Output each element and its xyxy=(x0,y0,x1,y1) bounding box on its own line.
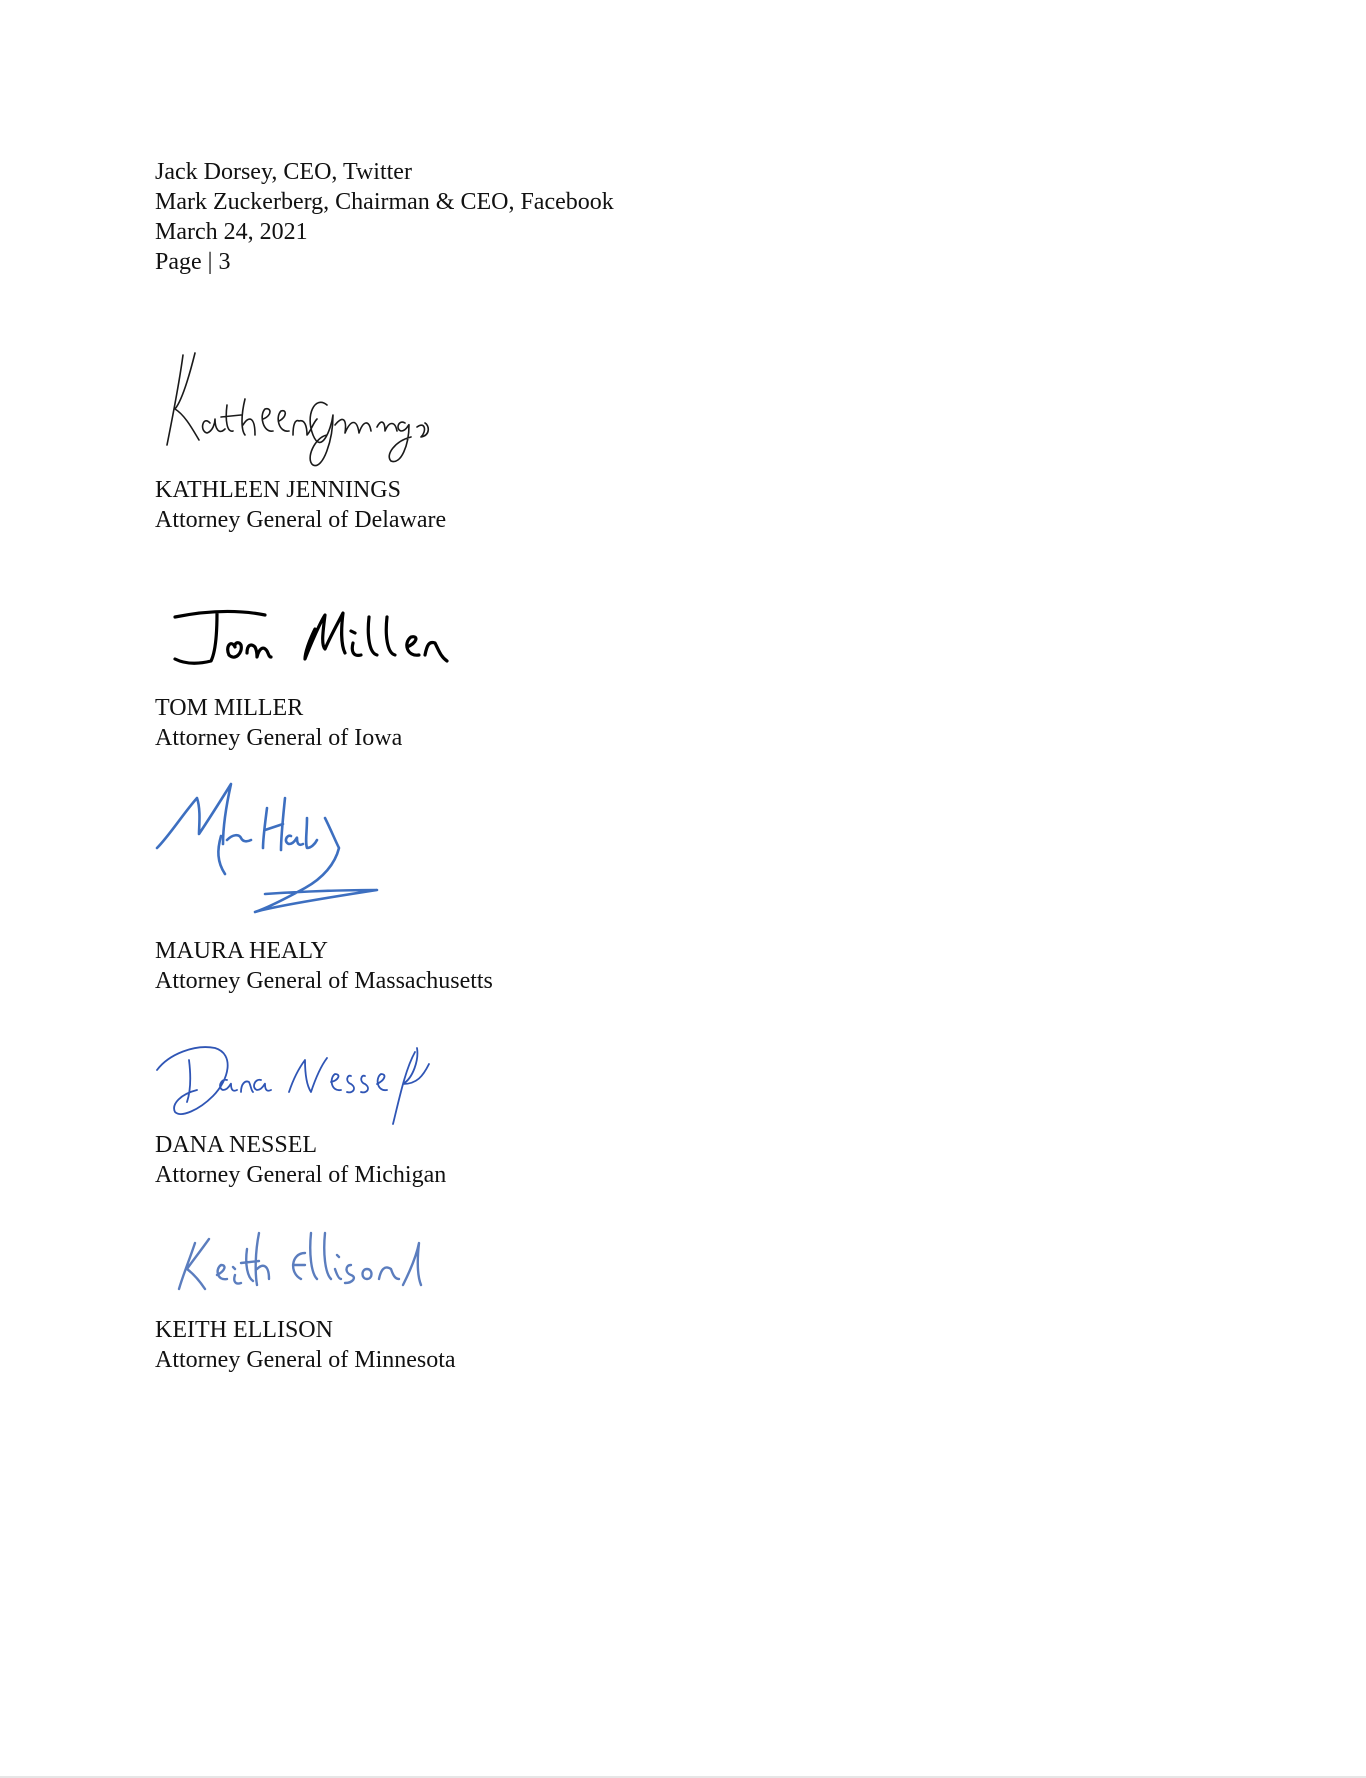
signatory-jennings xyxy=(155,345,855,535)
signatory-name: TOM MILLER xyxy=(155,695,304,721)
signatory-nessel xyxy=(155,1040,855,1190)
signatory-name: KEITH ELLISON xyxy=(155,1317,333,1343)
signature-nessel xyxy=(155,1040,455,1130)
page-number: Page | 3 xyxy=(155,249,231,275)
signature-miller xyxy=(155,595,495,675)
signatory-title: Attorney General of Iowa xyxy=(155,725,403,751)
letter-header xyxy=(155,157,614,277)
signatory-title: Attorney General of Minnesota xyxy=(155,1347,456,1373)
signatory-title: Attorney General of Michigan xyxy=(155,1162,447,1188)
signature-healy xyxy=(155,778,435,928)
letter-date: March 24, 2021 xyxy=(155,219,308,245)
signatory-title: Attorney General of Massachusetts xyxy=(155,968,493,994)
signature-jennings xyxy=(155,345,435,475)
recipient-line-2: Mark Zuckerberg, Chairman & CEO, Facebook xyxy=(155,189,614,215)
signatory-name: DANA NESSEL xyxy=(155,1132,318,1158)
signatory-miller xyxy=(155,595,855,753)
recipient-line-1: Jack Dorsey, CEO, Twitter xyxy=(155,159,412,185)
signatory-name: MAURA HEALY xyxy=(155,938,328,964)
signature-ellison xyxy=(155,1213,475,1303)
signatory-name: KATHLEEN JENNINGS xyxy=(155,477,401,503)
signatory-healy xyxy=(155,778,855,996)
signatory-ellison xyxy=(155,1213,855,1375)
signatory-title: Attorney General of Delaware xyxy=(155,507,447,533)
